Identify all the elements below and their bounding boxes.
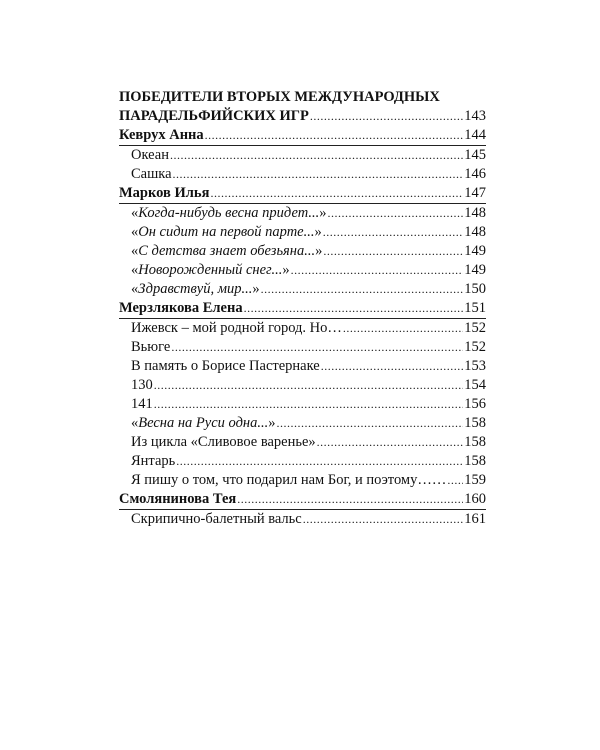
dot-leader bbox=[171, 338, 463, 357]
dot-leader bbox=[205, 126, 464, 145]
toc-author-entry bbox=[119, 184, 486, 204]
toc-entry bbox=[119, 376, 486, 395]
toc-entry bbox=[119, 357, 486, 376]
page-number: 160 bbox=[464, 491, 486, 507]
entry-title: «Новорожденный снег...» bbox=[131, 262, 290, 278]
page-number: 152 bbox=[464, 339, 486, 355]
author-name: Мерзлякова Елена bbox=[119, 300, 243, 316]
entry-title: «Здравствуй, мир...» bbox=[131, 281, 260, 297]
page-number: 156 bbox=[464, 396, 486, 412]
page-number: 154 bbox=[464, 377, 486, 393]
page-number: 145 bbox=[464, 147, 486, 163]
entry-title: Вьюге bbox=[131, 339, 171, 355]
section-heading-line-1 bbox=[119, 88, 486, 107]
toc-entry bbox=[119, 452, 486, 471]
toc-entry bbox=[119, 223, 486, 242]
entry-title-text: Здравствуй, мир... bbox=[138, 281, 253, 297]
toc-entry bbox=[119, 433, 486, 452]
page-number: 147 bbox=[464, 185, 486, 201]
entry-title: Янтарь bbox=[131, 453, 176, 469]
entry-title-text: Он сидит на первой парте... bbox=[138, 224, 315, 240]
toc-entry bbox=[119, 319, 486, 338]
dot-leader bbox=[261, 280, 464, 299]
page-number: 151 bbox=[464, 300, 486, 316]
entry-title: Сашка bbox=[131, 166, 172, 182]
dot-leader bbox=[327, 204, 463, 223]
entry-title: Ижевск – мой родной город. Но… bbox=[131, 320, 342, 336]
dot-leader bbox=[343, 319, 463, 338]
dot-leader bbox=[323, 242, 463, 261]
entry-title: 130 bbox=[131, 377, 153, 393]
dot-leader bbox=[303, 510, 464, 529]
section-heading-text: ПОБЕДИТЕЛИ ВТОРЫХ МЕЖДУНАРОДНЫХ bbox=[119, 89, 440, 105]
entry-title: «Когда-нибудь весна придет...» bbox=[131, 205, 327, 221]
page-number: 153 bbox=[464, 358, 486, 374]
toc-author-entry bbox=[119, 126, 486, 146]
dot-leader bbox=[176, 452, 463, 471]
page-number: 146 bbox=[464, 166, 486, 182]
toc-entry bbox=[119, 471, 486, 490]
page-number: 158 bbox=[464, 415, 486, 431]
dot-leader bbox=[291, 261, 464, 280]
entry-title: «С детства знает обезьяна...» bbox=[131, 243, 323, 259]
toc-author-entry bbox=[119, 490, 486, 510]
entry-title: Из цикла «Сливовое варенье» bbox=[131, 434, 316, 450]
toc-entry bbox=[119, 146, 486, 165]
toc-entry bbox=[119, 280, 486, 299]
entry-title: 141 bbox=[131, 396, 153, 412]
author-name: Смолянинова Тея bbox=[119, 491, 237, 507]
page-number: 152 bbox=[464, 320, 486, 336]
section-heading-line-2 bbox=[119, 107, 486, 126]
toc-entry bbox=[119, 395, 486, 414]
dot-leader bbox=[317, 433, 464, 452]
toc-entry bbox=[119, 165, 486, 184]
page-number: 148 bbox=[464, 205, 486, 221]
page-number: 158 bbox=[464, 434, 486, 450]
page-number: 150 bbox=[464, 281, 486, 297]
dot-leader bbox=[154, 395, 464, 414]
toc-entry bbox=[119, 204, 486, 223]
page-number: 144 bbox=[464, 127, 486, 143]
page-number: 143 bbox=[464, 108, 486, 124]
dot-leader bbox=[237, 490, 463, 509]
page-number: 149 bbox=[464, 262, 486, 278]
page-number: 158 bbox=[464, 453, 486, 469]
entry-title: «Он сидит на первой парте...» bbox=[131, 224, 322, 240]
toc-entry bbox=[119, 338, 486, 357]
table-of-contents bbox=[119, 88, 486, 529]
dot-leader bbox=[170, 146, 463, 165]
dot-leader bbox=[210, 184, 463, 203]
toc-entry bbox=[119, 242, 486, 261]
dot-leader bbox=[447, 471, 463, 490]
dot-leader bbox=[310, 107, 463, 126]
page-number: 159 bbox=[464, 472, 486, 488]
entry-title: Скрипично-балетный вальс bbox=[131, 511, 302, 527]
dot-leader bbox=[277, 414, 464, 433]
dot-leader bbox=[154, 376, 464, 395]
dot-leader bbox=[244, 299, 464, 318]
dot-leader bbox=[321, 357, 464, 376]
entry-title: Я пишу о том, что подарил нам Бог, и поэтому…… bbox=[131, 472, 447, 488]
author-name: Марков Илья bbox=[119, 185, 210, 201]
page-number: 161 bbox=[464, 511, 486, 527]
entry-title: В память о Борисе Пастернаке bbox=[131, 358, 320, 374]
entry-title-text: Новорожденный снег... bbox=[138, 262, 283, 278]
entry-title-text: Весна на Руси одна... bbox=[138, 415, 269, 431]
dot-leader bbox=[323, 223, 464, 242]
page-number: 149 bbox=[464, 243, 486, 259]
section-heading-text: ПАРАДЕЛЬФИЙСКИХ ИГР bbox=[119, 108, 309, 124]
toc-author-entry bbox=[119, 299, 486, 319]
author-name: Кеврух Анна bbox=[119, 127, 204, 143]
entry-title-text: Когда-нибудь весна придет... bbox=[138, 205, 320, 221]
entry-title: «Весна на Руси одна...» bbox=[131, 415, 276, 431]
page-number: 148 bbox=[464, 224, 486, 240]
toc-entry bbox=[119, 261, 486, 280]
entry-title: Океан bbox=[131, 147, 169, 163]
toc-entry bbox=[119, 414, 486, 433]
dot-leader bbox=[173, 165, 464, 184]
entry-title-text: С детства знает обезьяна... bbox=[138, 243, 316, 259]
toc-entry bbox=[119, 510, 486, 529]
